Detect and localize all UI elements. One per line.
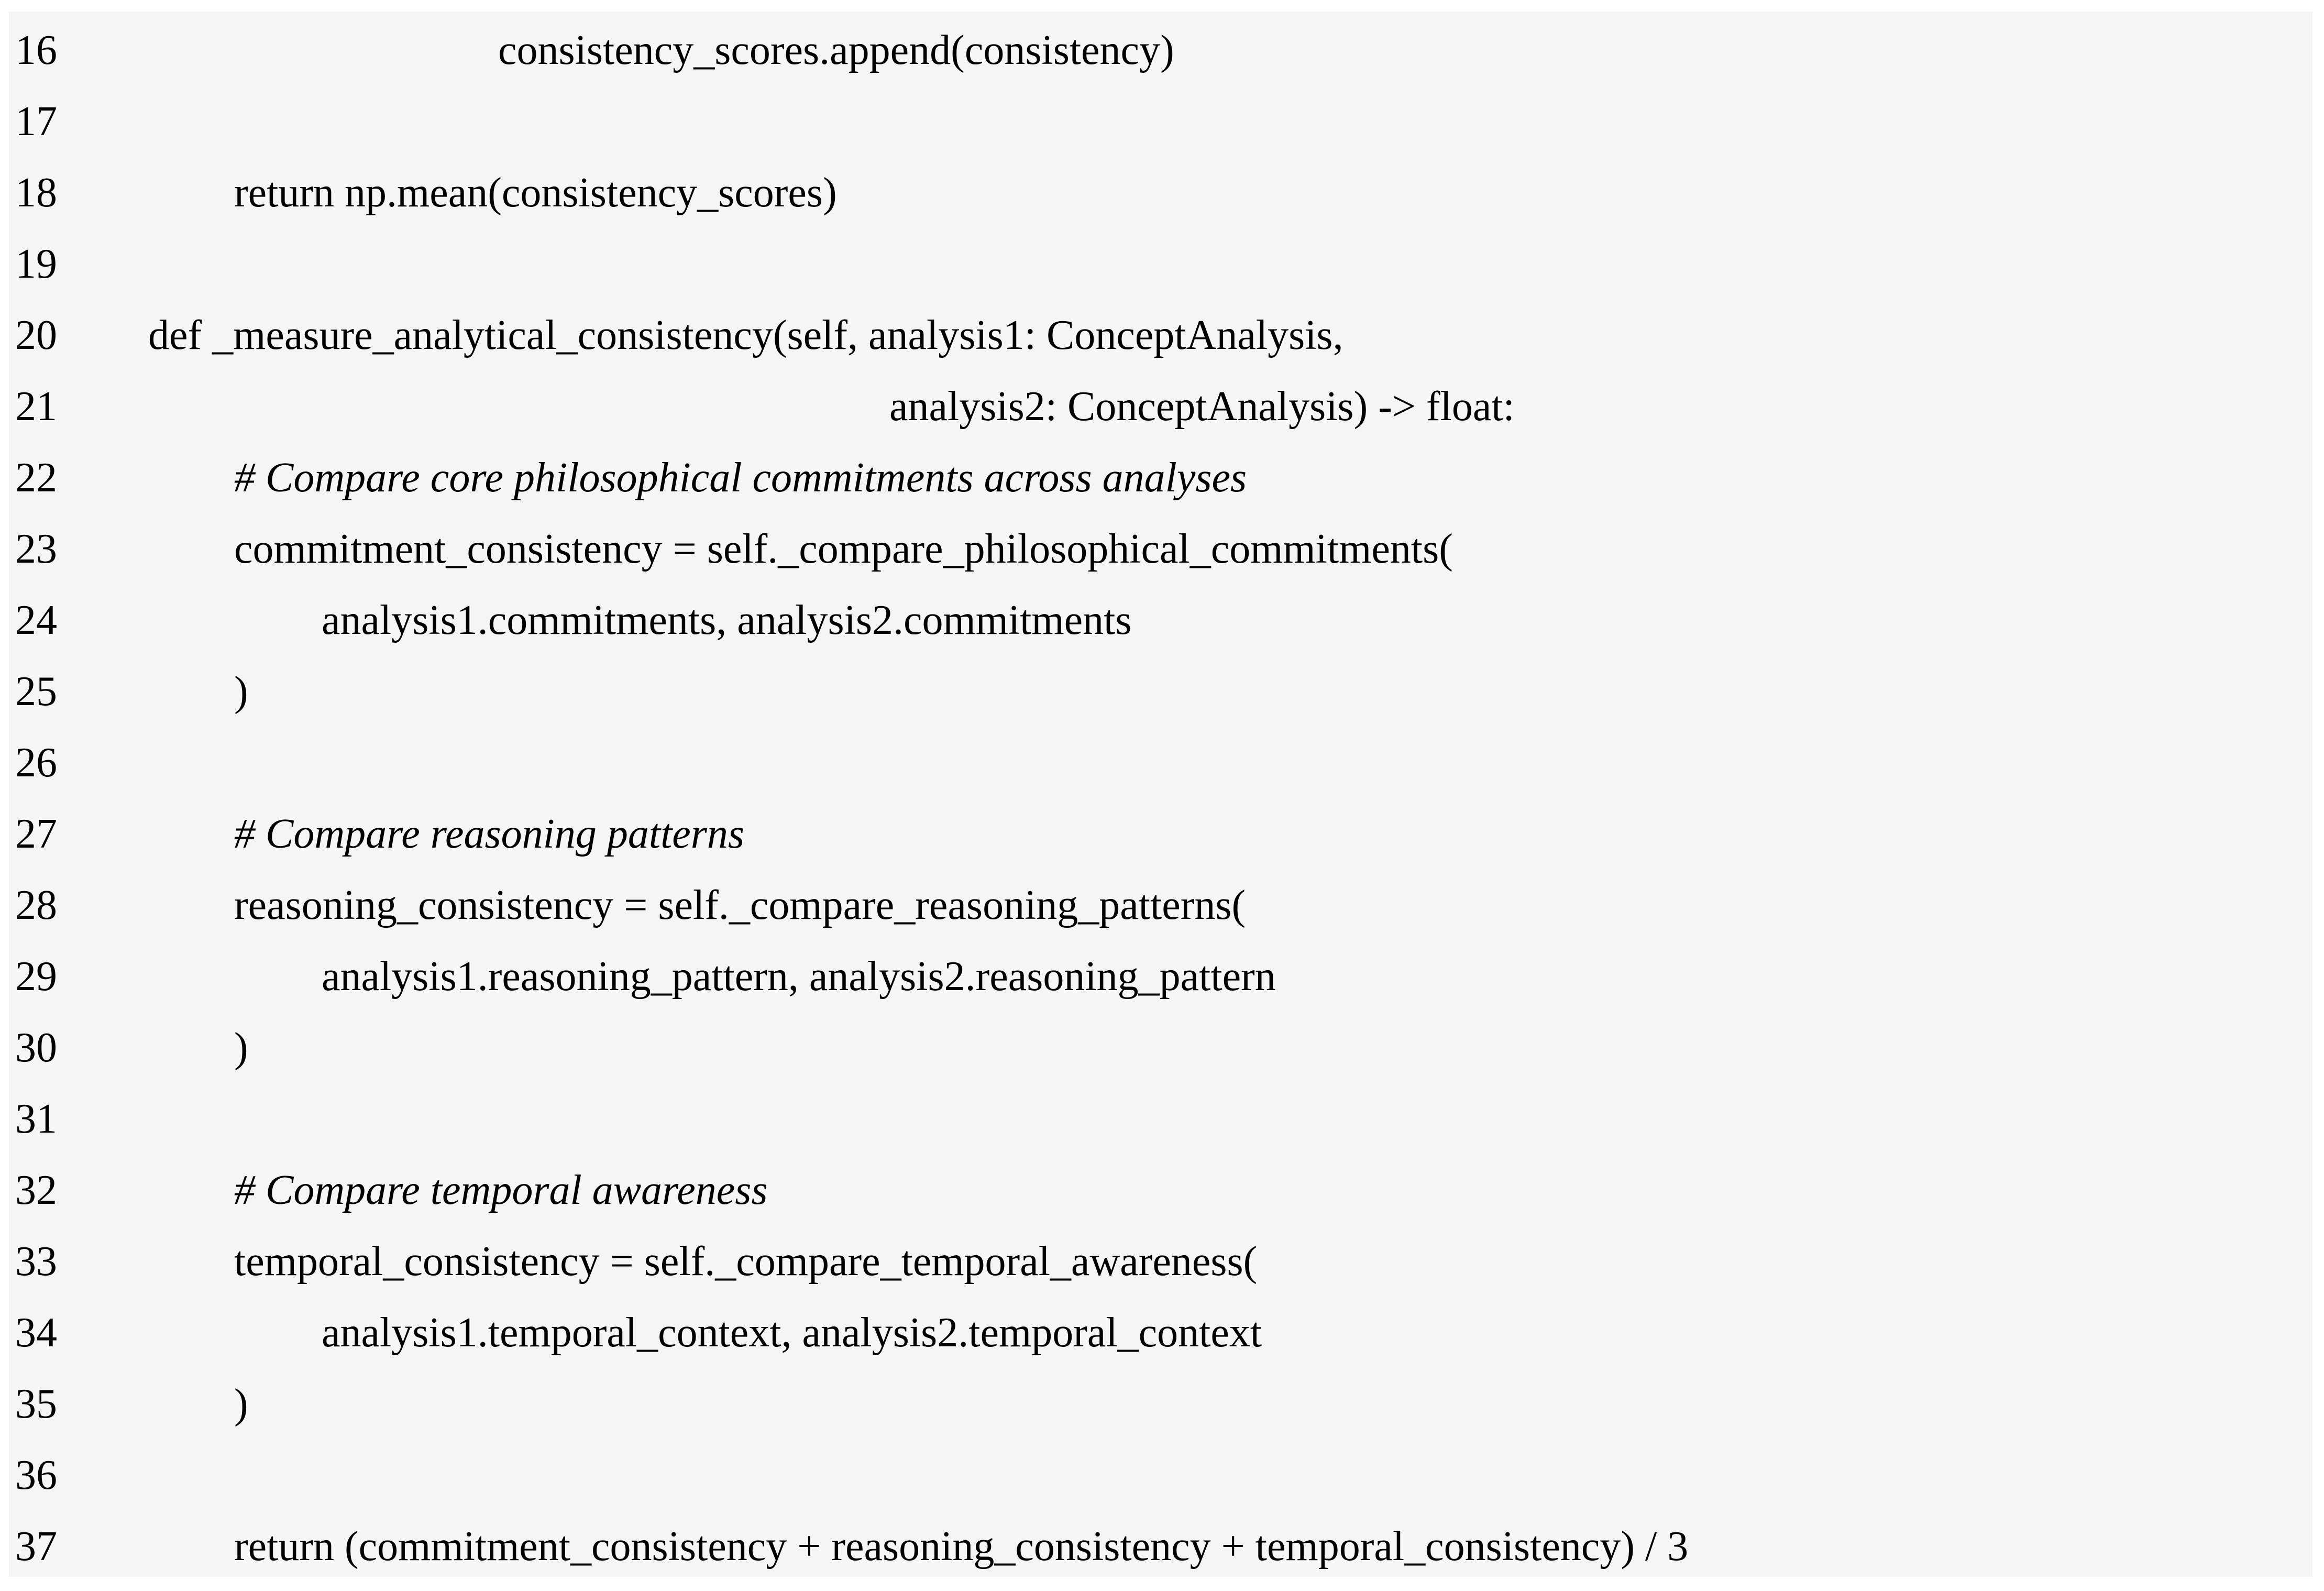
code-text: temporal_consistency = self._compare_temporal_awareness( xyxy=(234,1238,1258,1285)
code-text: analysis1.temporal_context, analysis2.temporal_context xyxy=(322,1310,1262,1356)
code-line xyxy=(9,513,2312,585)
code-line xyxy=(9,870,2312,941)
line-number: 19 xyxy=(15,241,57,287)
line-number: 28 xyxy=(15,882,57,928)
line-number: 23 xyxy=(15,526,57,572)
code-line xyxy=(9,585,2312,656)
code-line xyxy=(9,15,2312,86)
line-number: 37 xyxy=(15,1523,57,1570)
code-text: def _measure_analytical_consistency(self, analysis1: ConceptAnalysis, xyxy=(148,312,1343,358)
code-text: ) xyxy=(234,668,248,715)
line-number: 25 xyxy=(15,668,57,715)
code-comment: # Compare temporal awareness xyxy=(234,1167,768,1213)
line-number: 33 xyxy=(15,1238,57,1285)
code-comment: # Compare reasoning patterns xyxy=(234,811,745,857)
line-number: 20 xyxy=(15,312,57,358)
code-line xyxy=(9,656,2312,727)
line-number: 32 xyxy=(15,1167,57,1213)
code-line xyxy=(9,1440,2312,1511)
line-number: 18 xyxy=(15,170,57,216)
code-line xyxy=(9,1297,2312,1368)
line-number: 17 xyxy=(15,98,57,145)
line-number: 26 xyxy=(15,740,57,786)
code-line xyxy=(9,371,2312,442)
line-number: 30 xyxy=(15,1025,57,1071)
code-text: ) xyxy=(234,1381,248,1427)
code-line xyxy=(9,228,2312,300)
code-listing xyxy=(9,12,2312,1577)
code-comment: # Compare core philosophical commitments across analyses xyxy=(234,455,1247,501)
line-number: 35 xyxy=(15,1381,57,1427)
code-line xyxy=(9,300,2312,371)
line-number: 27 xyxy=(15,811,57,857)
code-line xyxy=(9,1155,2312,1226)
code-text: analysis1.commitments, analysis2.commitments xyxy=(322,597,1132,643)
code-text: analysis2: ConceptAnalysis) -> float: xyxy=(889,383,1515,430)
line-number: 16 xyxy=(15,27,57,73)
line-number: 29 xyxy=(15,953,57,1000)
code-line xyxy=(9,86,2312,157)
code-text: reasoning_consistency = self._compare_reasoning_patterns( xyxy=(234,882,1246,928)
code-line xyxy=(9,1083,2312,1155)
code-line xyxy=(9,1226,2312,1297)
line-number: 24 xyxy=(15,597,57,643)
line-number: 31 xyxy=(15,1096,57,1142)
code-text: commitment_consistency = self._compare_philosophical_commitments( xyxy=(234,526,1453,572)
code-text: return np.mean(consistency_scores) xyxy=(234,170,837,216)
code-line xyxy=(9,941,2312,1012)
line-number: 22 xyxy=(15,455,57,501)
line-number: 34 xyxy=(15,1310,57,1356)
code-line xyxy=(9,1511,2312,1582)
code-text: analysis1.reasoning_pattern, analysis2.reasoning_pattern xyxy=(322,953,1276,1000)
code-line xyxy=(9,442,2312,513)
code-line xyxy=(9,1368,2312,1440)
code-line xyxy=(9,157,2312,228)
code-line xyxy=(9,727,2312,798)
code-line xyxy=(9,1012,2312,1083)
code-text: consistency_scores.append(consistency) xyxy=(498,27,1174,73)
code-text: return (commitment_consistency + reasoning_consistency + temporal_consistency) / 3 xyxy=(234,1523,1689,1570)
code-text: ) xyxy=(234,1025,248,1071)
line-number: 36 xyxy=(15,1452,57,1498)
code-line xyxy=(9,798,2312,870)
line-number: 21 xyxy=(15,383,57,430)
